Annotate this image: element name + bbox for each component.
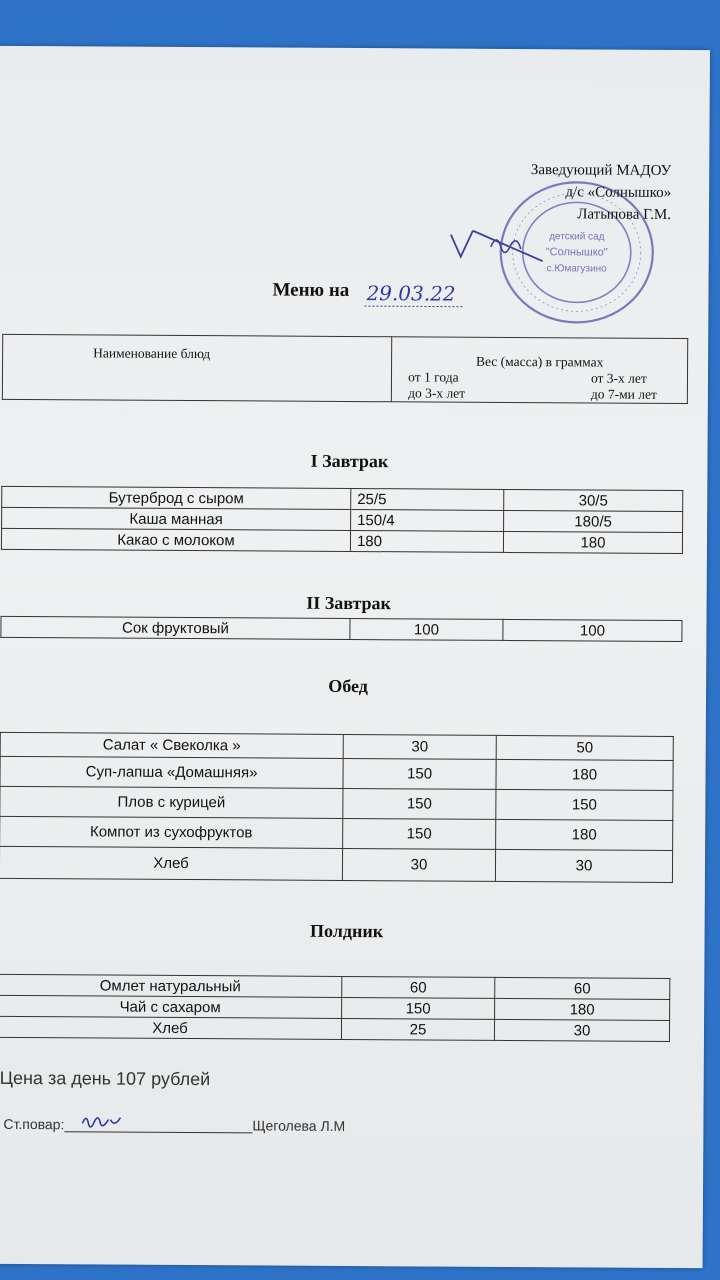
weight-large: 30 — [494, 1019, 669, 1041]
daily-price: Цена за день 107 рублей — [0, 1067, 211, 1090]
dish-name: Какао с молоком — [1, 528, 350, 551]
dish-name: Хлеб — [0, 1016, 342, 1039]
table-row — [0, 1016, 670, 1041]
table-row — [1, 528, 682, 553]
weight-small: 150 — [343, 818, 496, 849]
dish-name: Компот из сухофруктов — [0, 816, 343, 848]
weight-large: 150 — [496, 789, 673, 820]
dish-name: Чай с сахаром — [0, 995, 342, 1018]
dish-name: Сок фруктовый — [1, 616, 350, 639]
lunch-table — [0, 732, 674, 883]
dish-name: Суп-лапша «Домашняя» — [0, 756, 343, 788]
weight-small: 30 — [342, 848, 495, 881]
cook-signature-line — [3, 1116, 345, 1134]
weight-large: 60 — [495, 977, 670, 999]
weight-small: 100 — [350, 618, 503, 640]
approval-block — [531, 159, 672, 226]
section-title-breakfast-2: II Завтрак — [306, 592, 392, 614]
approval-name: Латыпова Г.М. — [577, 206, 672, 223]
age-group-1: от 1 года до 3-х лет — [408, 369, 466, 401]
weight-small: 150 — [343, 788, 496, 819]
table-row — [0, 786, 673, 820]
approval-position: Заведующий МАДОУ — [530, 162, 672, 179]
section-title-lunch: Обед — [328, 675, 368, 697]
table-row — [0, 816, 673, 850]
menu-sheet — [0, 46, 710, 1268]
breakfast-2-table — [0, 616, 682, 642]
dish-column-header: Наименование блюд — [2, 334, 392, 401]
director-signature — [443, 227, 553, 268]
stamp-line-2: "Солнышко" — [545, 246, 608, 259]
menu-title: Меню на — [272, 279, 350, 301]
dish-name: Омлет натуральный — [0, 974, 342, 997]
stamp-line-3: с.Юмагузино — [546, 263, 607, 275]
signature-line — [64, 1117, 252, 1133]
weight-column-header: Вес (масса) в граммах от 1 года до 3-х лет от 3-х лет до 7-ми лет — [392, 337, 688, 404]
weight-large: 30/5 — [504, 489, 683, 511]
approval-institution: д/с «Солнышко» — [565, 184, 672, 201]
weight-large: 180 — [496, 819, 673, 850]
cook-name: Щеголева Л.М — [252, 1117, 346, 1134]
weight-large: 180/5 — [504, 510, 683, 532]
weight-large: 30 — [495, 849, 672, 882]
age-group-2: от 3-х лет до 7-ми лет — [590, 370, 657, 402]
table-row — [0, 846, 673, 882]
weight-small: 25/5 — [351, 489, 504, 511]
weight-large: 180 — [503, 531, 682, 553]
weight-small: 180 — [350, 531, 503, 553]
weight-small: 25 — [341, 1018, 494, 1040]
weight-small: 150/4 — [351, 510, 504, 532]
dish-name: Плов с курицей — [0, 786, 343, 818]
weight-small: 150 — [343, 758, 496, 789]
weight-small: 60 — [342, 976, 495, 998]
weight-small: 30 — [343, 734, 496, 759]
section-title-snack: Полдник — [309, 920, 384, 942]
table-row — [1, 616, 682, 641]
svg-text:29.03.22: 29.03.22 — [366, 281, 456, 306]
weight-small: 150 — [342, 997, 495, 1019]
dish-name: Салат « Свеколка » — [0, 732, 343, 758]
weight-large: 180 — [495, 998, 670, 1020]
handwritten-date — [364, 278, 474, 311]
weight-large: 50 — [496, 735, 673, 760]
dish-name: Каша манная — [2, 507, 351, 530]
stamp-line-1: детский сад — [549, 231, 605, 243]
dish-name: Бутерброд с сыром — [2, 486, 351, 509]
header-table — [2, 334, 688, 404]
breakfast-1-table — [1, 486, 683, 554]
table-row — [0, 756, 673, 790]
cook-label: Ст.повар: — [3, 1115, 65, 1133]
dish-name: Хлеб — [0, 846, 343, 880]
weight-large: 180 — [496, 759, 673, 790]
cook-signature — [78, 1109, 138, 1131]
weight-large: 100 — [503, 619, 682, 641]
section-title-breakfast-1: I Завтрак — [310, 450, 389, 472]
snack-table — [0, 974, 670, 1042]
